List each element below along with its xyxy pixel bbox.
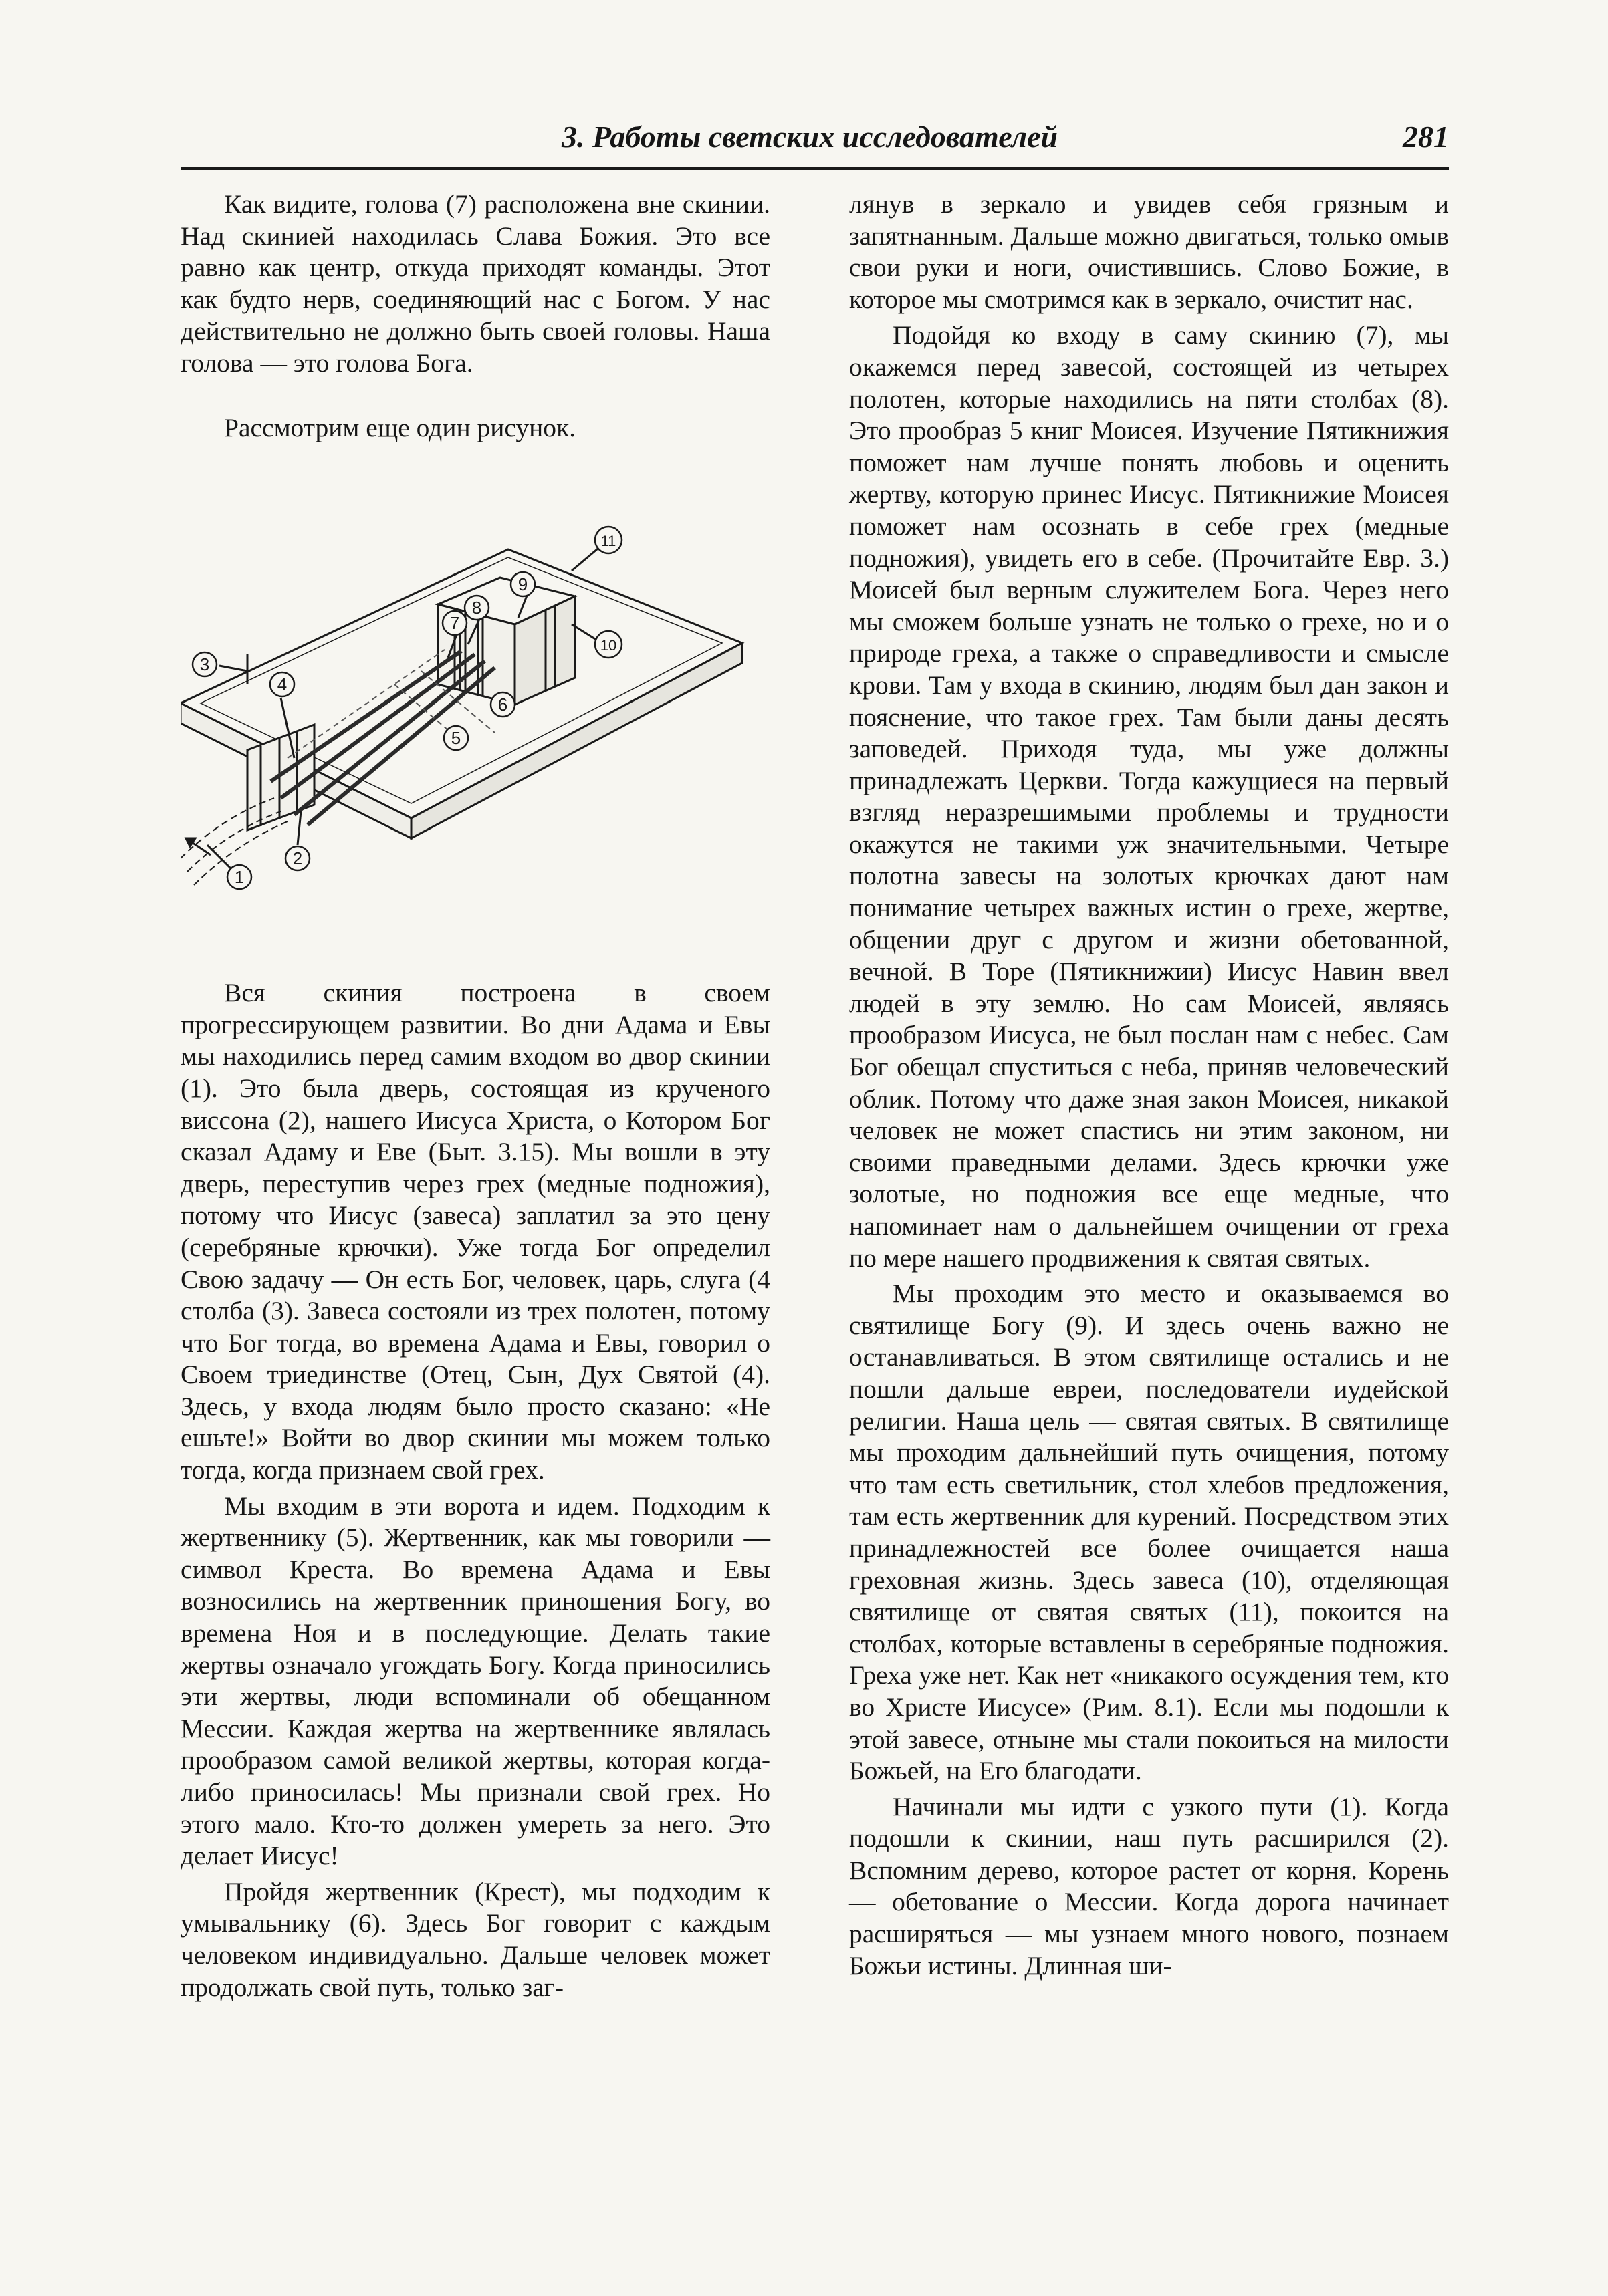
paragraph: Вся скиния построена в своем прогрессирующем развитии. Во дни Адама и Евы мы находились перед самим входом во двор скинии (1). Это была дверь, состоящая из крученого виссона (2), нашего Иисуса Христа, о Котором Бог сказал Адаму и Еве (Быт. 3.15). Мы вошли в эту дверь, переступив через грех (медные подножия), потому что Иисус (завеса) заплатил за это цену (серебряные крючки). Уже тогда Бог определил Свою задачу — Он есть Бог, человек, царь, слуга (4 столба (3). Завеса состояли из трех полотен, потому что Бог тогда, во времена Адама и Евы, говорил о Своем триединстве (Отец, Сын, Дух Святой (4). Здесь, у входа людям было просто сказано: «Не ешьте!» Войти во двор скинии мы можем только тогда, когда признаем свой грех.	[181, 978, 770, 1485]
label-6	[491, 692, 515, 717]
right-column	[849, 188, 1449, 1982]
paragraph: Подойдя ко входу в саму скинию (7), мы окажемся перед завесой, состоящей из четырех полотен, которые находились на пяти столбах (8). Это прообраз 5 книг Моисея. Изучение Пятикнижия поможет нам лучше понять любовь и оценить жертву, которую принес Иисус. Пятикнижие Моисея поможет нам осознать в себе грех (медные подножия), увидеть его в себе. (Прочитайте Евр. 3.) Моисей был верным служителем Бога. Через него мы сможем больше узнать не только о грехе, но и о природе греха, а также о справедливости и смысле крови. Там у входа в скинию, людям был дан закон и пояснение, что такое грех. Там были даны десять заповедей. Приходя туда, мы уже должны принадлежать Церкви. Тогда кажущиеся на первый взгляд неразрешимыми проблемы и трудности окажутся не такими уж значительными. Четыре полотна завесы на золотых крючках дают нам понимание четырех важных истин о грехе, жертве, общении друг с другом и жизни обетованной, вечной. В Торе (Пятикнижии) Иисус Навин ввел людей в эту землю. Но сам Моисей, являясь прообразом Иисуса, не был послан нам с небес. Сам Бог обещал спуститься с неба, приняв человеческий облик. Потому что даже зная закон Моисея, никакой человек не может спастись ни этим законом, ни своими праведными делами. Здесь крючки уже золотые, но подножия все еще медные, что напоминает нам о дальнейшем очищении от греха по мере нашего продвижения к святая святых.	[849, 320, 1449, 1273]
label-10	[595, 631, 622, 658]
paragraph: Пройдя жертвенник (Крест), мы подходим к умывальнику (6). Здесь Бог говорит с каждым человеком индивидуально. Дальше человек может продолжать свой путь, только заг-	[181, 1876, 770, 2002]
svg-text:6: 6	[497, 694, 508, 715]
tabernacle-diagram	[181, 484, 770, 898]
label-7	[443, 611, 467, 635]
svg-text:1: 1	[234, 867, 245, 888]
chapter-title: 3. Работы светских исследователей	[562, 120, 1058, 154]
svg-text:8: 8	[471, 598, 482, 618]
tabernacle-figure	[181, 484, 770, 898]
svg-text:5: 5	[451, 728, 461, 749]
svg-text:10: 10	[600, 637, 617, 654]
label-8	[465, 596, 489, 620]
running-header	[181, 115, 1449, 170]
label-1	[227, 865, 251, 889]
label-5	[444, 726, 468, 750]
svg-text:3: 3	[199, 654, 210, 675]
label-4	[270, 672, 294, 696]
svg-text:9: 9	[518, 574, 528, 595]
paragraph: лянув в зеркало и увидев себя грязным и запятнанным. Дальше можно двигаться, только омыв свои руки и ноги, очистившись. Слово Божие, в которое мы смотримся как в зеркало, очистит нас.	[849, 189, 1449, 314]
label-9	[511, 572, 535, 596]
label-3	[193, 652, 217, 676]
svg-text:2: 2	[292, 848, 303, 869]
paragraph: Мы проходим это место и оказываемся во святилище Богу (9). И здесь очень важно не останавливаться. В этом святилище остались и не пошли дальше евреи, последователи иудейской религии. Наша цель — святая святых. В святилище мы проходим дальнейший путь очищения, потому что там есть светильник, стол хлебов предложения, там есть жертвенник для курений. Посредством этих принадлежностей все более очищается наша греховная жизнь. Здесь завеса (10), отделяющая святилище от святая святых (11), покоится на столбах, которые вставлены в серебряные подножия. Греха уже нет. Как нет «никакого осуждения тем, кто во Христе Иисусе» (Рим. 8.1). Если мы подошли к этой завесе, отныне мы стали покоиться на милости Божьей, на Его благодати.	[849, 1279, 1449, 1786]
paragraph: Как видите, голова (7) расположена вне скинии. Над скинией находилась Слава Божия. Это все равно как центр, откуда приходят команды. Этот как будто нерв, соединяющий нас с Богом. У нас действительно не должно быть своей головы. Наша голова — это голова Бога.	[181, 189, 770, 378]
paragraph: Начинали мы идти с узкого пути (1). Когда подошли к скинии, наш путь расширился (2). Вспомним дерево, которое растет от корня. Корень — обетование о Мессии. Когда дорога начинает расширяться — мы узнаем много нового, познаем Божьи истины. Длинная ши-	[849, 1791, 1449, 1981]
svg-text:11: 11	[600, 533, 616, 550]
paragraph: Рассмотрим еще один рисунок.	[224, 412, 576, 442]
page-number: 281	[1403, 120, 1449, 154]
label-2	[285, 846, 310, 870]
svg-text:7: 7	[449, 613, 460, 634]
label-11	[595, 527, 622, 553]
svg-text:4: 4	[277, 674, 288, 695]
paragraph: Мы входим в эти ворота и идем. Подходим к жертвеннику (5). Жертвенник, как мы говорили — символ Креста. Во времена Адама и Евы возносились на жертвенник приношения Богу, во времена Ноя и в последующие. Делать такие жертвы означало угождать Богу. Когда приносились эти жертвы, люди вспоминали об обещанном Мессии. Каждая жертва на жертвеннике являлась прообразом самой великой жертвы, которая когда-либо приносилась! Мы признали свой грех. Но этого мало. Кто-то должен умереть за него. Это делает Иисус!	[181, 1491, 770, 1871]
left-column	[181, 188, 770, 2003]
